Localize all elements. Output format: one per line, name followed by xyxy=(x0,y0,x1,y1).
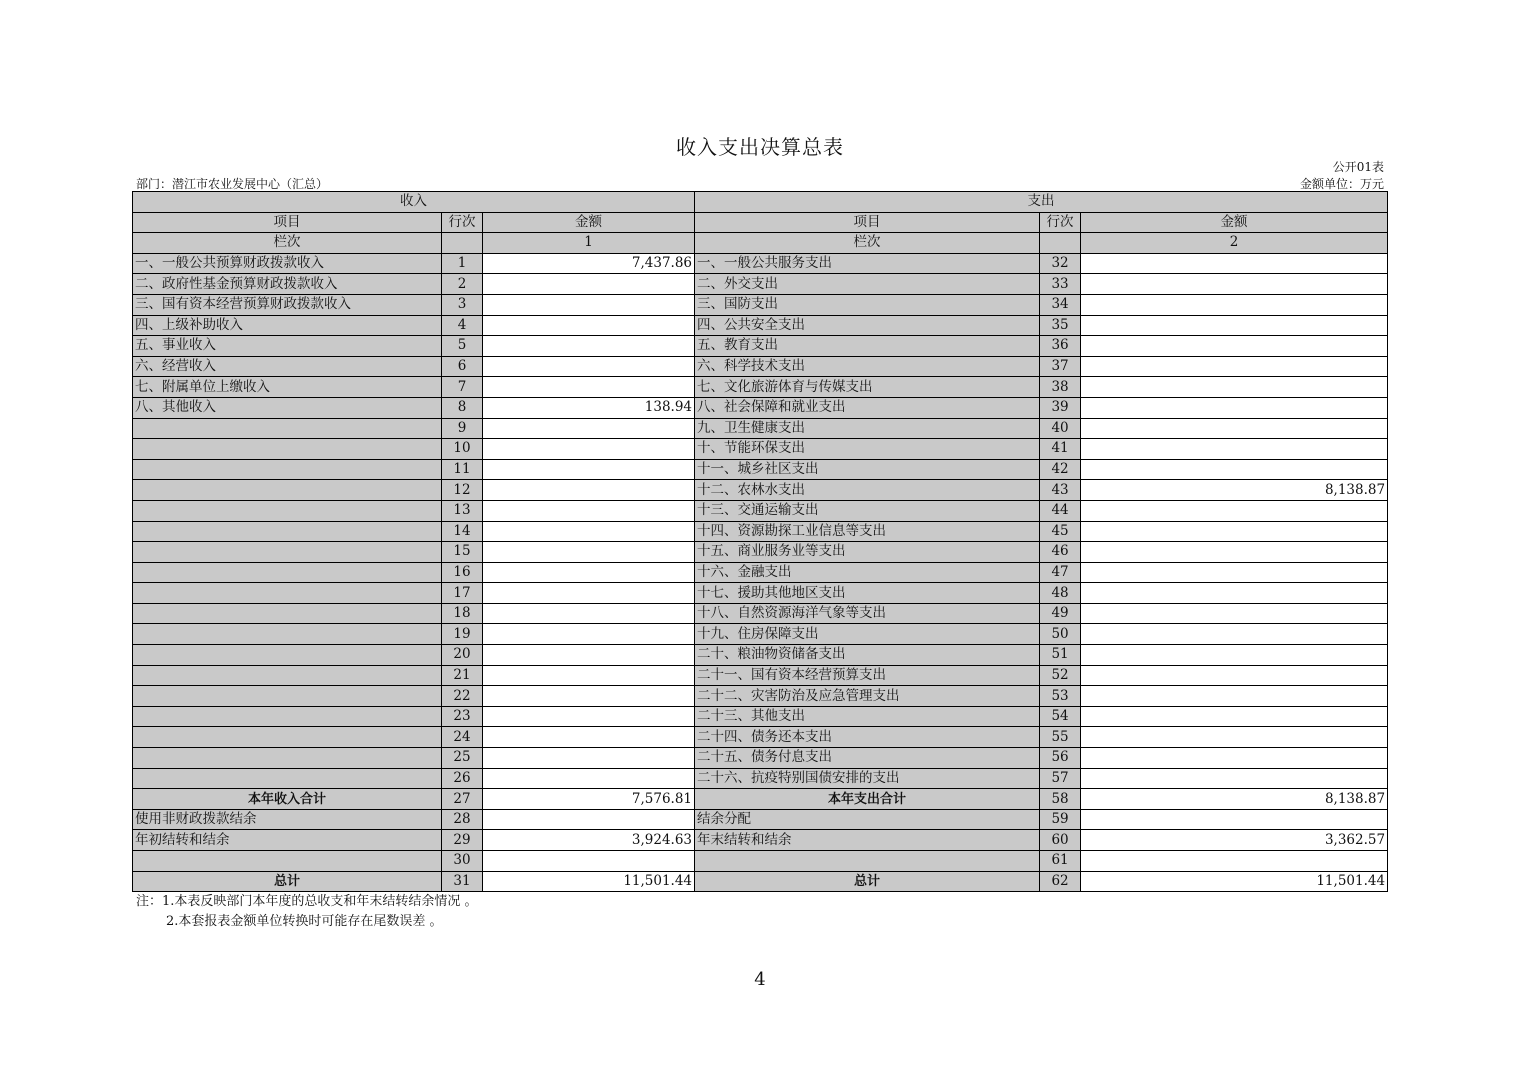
nonfiscal-line: 28 xyxy=(442,809,483,830)
income-line: 1 xyxy=(442,253,483,274)
expense-line: 35 xyxy=(1040,315,1081,336)
income-item xyxy=(133,768,442,789)
income-amount xyxy=(483,274,695,295)
income-item xyxy=(133,624,442,645)
expense-item: 三、国防支出 xyxy=(695,294,1040,315)
income-line: 18 xyxy=(442,603,483,624)
begin-balance-label: 年初结转和结余 xyxy=(133,830,442,851)
table-row xyxy=(133,542,1388,563)
column-header-row xyxy=(133,212,1388,233)
income-item: 六、经营收入 xyxy=(133,356,442,377)
expense-column-label: 栏次 xyxy=(695,233,1040,254)
year-expense-total-line: 58 xyxy=(1040,789,1081,810)
income-line: 11 xyxy=(442,459,483,480)
form-number: 公开01表 xyxy=(1332,160,1384,174)
table-row xyxy=(133,315,1388,336)
expense-line: 50 xyxy=(1040,624,1081,645)
expense-amount xyxy=(1081,727,1388,748)
income-amount xyxy=(483,562,695,583)
expense-line: 38 xyxy=(1040,377,1081,398)
expense-item: 二十四、债务还本支出 xyxy=(695,727,1040,748)
department-label: 部门：潜江市农业发展中心（汇总） xyxy=(136,177,329,191)
expense-item: 二十、粮油物资储备支出 xyxy=(695,645,1040,666)
income-line: 24 xyxy=(442,727,483,748)
expense-amount xyxy=(1081,294,1388,315)
page-number: 4 xyxy=(754,969,766,990)
expense-column-line-blank xyxy=(1040,233,1081,254)
table-row xyxy=(133,377,1388,398)
income-amount xyxy=(483,645,695,666)
income-line: 8 xyxy=(442,397,483,418)
end-balance-amount: 3,362.57 xyxy=(1081,830,1388,851)
income-line: 10 xyxy=(442,439,483,460)
expense-line: 57 xyxy=(1040,768,1081,789)
expense-item: 六、科学技术支出 xyxy=(695,356,1040,377)
table-row xyxy=(133,500,1388,521)
income-amount xyxy=(483,377,695,398)
income-item: 二、政府性基金预算财政拨款收入 xyxy=(133,274,442,295)
notes xyxy=(136,892,478,932)
expense-item: 二十五、债务付息支出 xyxy=(695,748,1040,769)
income-line: 23 xyxy=(442,706,483,727)
income-line: 25 xyxy=(442,748,483,769)
expense-amount xyxy=(1081,439,1388,460)
expense-item: 五、教育支出 xyxy=(695,336,1040,357)
expense-amount xyxy=(1081,706,1388,727)
income-amount xyxy=(483,706,695,727)
table-row xyxy=(133,336,1388,357)
expense-amount xyxy=(1081,377,1388,398)
expense-line: 52 xyxy=(1040,665,1081,686)
income-amount xyxy=(483,768,695,789)
expense-line: 48 xyxy=(1040,583,1081,604)
income-amount xyxy=(483,315,695,336)
expense-amount xyxy=(1081,542,1388,563)
grand-total-row xyxy=(133,871,1388,892)
year-expense-total-label: 本年支出合计 xyxy=(695,789,1040,810)
grand-total-left-line: 31 xyxy=(442,871,483,892)
income-item xyxy=(133,500,442,521)
end-balance-label: 年末结转和结余 xyxy=(695,830,1040,851)
expense-item: 十、节能环保支出 xyxy=(695,439,1040,460)
income-amount xyxy=(483,686,695,707)
expense-amount xyxy=(1081,459,1388,480)
table-row xyxy=(133,397,1388,418)
expense-item: 十三、交通运输支出 xyxy=(695,500,1040,521)
blank-left-amount xyxy=(483,851,695,872)
blank-right-line: 61 xyxy=(1040,851,1081,872)
table-row xyxy=(133,665,1388,686)
expense-amount xyxy=(1081,686,1388,707)
expense-item: 二十三、其他支出 xyxy=(695,706,1040,727)
column-number-row xyxy=(133,233,1388,254)
table-row xyxy=(133,706,1388,727)
table-row xyxy=(133,521,1388,542)
income-item: 八、其他收入 xyxy=(133,397,442,418)
expense-amount xyxy=(1081,583,1388,604)
expense-item: 十七、援助其他地区支出 xyxy=(695,583,1040,604)
expense-amount xyxy=(1081,336,1388,357)
income-expense-table xyxy=(132,191,1388,892)
blank-right-item xyxy=(695,851,1040,872)
expense-item: 二十一、国有资本经营预算支出 xyxy=(695,665,1040,686)
year-income-total-label: 本年收入合计 xyxy=(133,789,442,810)
year-total-row xyxy=(133,789,1388,810)
expense-item: 十一、城乡社区支出 xyxy=(695,459,1040,480)
income-item xyxy=(133,706,442,727)
income-item xyxy=(133,521,442,542)
amount-unit-label: 金额单位：万元 xyxy=(1299,177,1384,191)
income-amount xyxy=(483,439,695,460)
expense-item: 八、社会保障和就业支出 xyxy=(695,397,1040,418)
table-row xyxy=(133,624,1388,645)
year-income-total-line: 27 xyxy=(442,789,483,810)
income-section-header: 收入 xyxy=(133,192,695,213)
expense-item: 四、公共安全支出 xyxy=(695,315,1040,336)
expense-line: 51 xyxy=(1040,645,1081,666)
income-line: 4 xyxy=(442,315,483,336)
income-item xyxy=(133,748,442,769)
expense-amount xyxy=(1081,315,1388,336)
income-amount: 138.94 xyxy=(483,397,695,418)
expense-line: 40 xyxy=(1040,418,1081,439)
blank-row xyxy=(133,851,1388,872)
expense-line-header: 行次 xyxy=(1040,212,1081,233)
expense-item: 二十二、灾害防治及应急管理支出 xyxy=(695,686,1040,707)
expense-column-number: 2 xyxy=(1081,233,1388,254)
table-row xyxy=(133,603,1388,624)
expense-line: 41 xyxy=(1040,439,1081,460)
table-row xyxy=(133,274,1388,295)
table-row xyxy=(133,459,1388,480)
grand-total-left-amount: 11,501.44 xyxy=(483,871,695,892)
income-item xyxy=(133,583,442,604)
income-amount xyxy=(483,603,695,624)
grand-total-right-amount: 11,501.44 xyxy=(1081,871,1388,892)
expense-amount xyxy=(1081,665,1388,686)
income-line: 21 xyxy=(442,665,483,686)
income-item xyxy=(133,686,442,707)
income-item xyxy=(133,562,442,583)
expense-item: 九、卫生健康支出 xyxy=(695,418,1040,439)
income-amount xyxy=(483,542,695,563)
income-line: 13 xyxy=(442,500,483,521)
income-line: 5 xyxy=(442,336,483,357)
expense-line: 45 xyxy=(1040,521,1081,542)
expense-line: 39 xyxy=(1040,397,1081,418)
income-column-line-blank xyxy=(442,233,483,254)
expense-amount xyxy=(1081,356,1388,377)
expense-item: 一、一般公共服务支出 xyxy=(695,253,1040,274)
income-line-header: 行次 xyxy=(442,212,483,233)
income-item xyxy=(133,727,442,748)
begin-balance-line: 29 xyxy=(442,830,483,851)
expense-item: 十六、金融支出 xyxy=(695,562,1040,583)
income-line: 9 xyxy=(442,418,483,439)
income-item xyxy=(133,480,442,501)
income-amount: 7,437.86 xyxy=(483,253,695,274)
grand-total-right-line: 62 xyxy=(1040,871,1081,892)
income-item: 七、附属单位上缴收入 xyxy=(133,377,442,398)
table-row xyxy=(133,253,1388,274)
table-row xyxy=(133,294,1388,315)
expense-amount xyxy=(1081,768,1388,789)
income-line: 17 xyxy=(442,583,483,604)
expense-amount xyxy=(1081,562,1388,583)
income-amount xyxy=(483,727,695,748)
income-item xyxy=(133,665,442,686)
income-item xyxy=(133,459,442,480)
income-item: 四、上级补助收入 xyxy=(133,315,442,336)
income-item: 一、一般公共预算财政拨款收入 xyxy=(133,253,442,274)
begin-balance-amount: 3,924.63 xyxy=(483,830,695,851)
nonfiscal-label: 使用非财政拨款结余 xyxy=(133,809,442,830)
nonfiscal-amount xyxy=(483,809,695,830)
income-item xyxy=(133,418,442,439)
income-item xyxy=(133,542,442,563)
blank-left-line: 30 xyxy=(442,851,483,872)
income-amount xyxy=(483,583,695,604)
income-amount-header: 金额 xyxy=(483,212,695,233)
income-line: 6 xyxy=(442,356,483,377)
grand-total-left-label: 总计 xyxy=(133,871,442,892)
expense-amount xyxy=(1081,418,1388,439)
table-row xyxy=(133,727,1388,748)
income-line: 15 xyxy=(442,542,483,563)
income-line: 7 xyxy=(442,377,483,398)
expense-line: 36 xyxy=(1040,336,1081,357)
income-line: 12 xyxy=(442,480,483,501)
expense-line: 55 xyxy=(1040,727,1081,748)
expense-item: 十五、商业服务业等支出 xyxy=(695,542,1040,563)
table-row xyxy=(133,418,1388,439)
table-row xyxy=(133,562,1388,583)
income-item xyxy=(133,645,442,666)
distribution-label: 结余分配 xyxy=(695,809,1040,830)
table-row xyxy=(133,439,1388,460)
table-row xyxy=(133,748,1388,769)
expense-item: 十四、资源勘探工业信息等支出 xyxy=(695,521,1040,542)
distribution-line: 59 xyxy=(1040,809,1081,830)
expense-line: 46 xyxy=(1040,542,1081,563)
blank-right-amount xyxy=(1081,851,1388,872)
income-line: 20 xyxy=(442,645,483,666)
expense-line: 37 xyxy=(1040,356,1081,377)
blank-left-item xyxy=(133,851,442,872)
expense-amount-header: 金额 xyxy=(1081,212,1388,233)
income-amount xyxy=(483,624,695,645)
expense-amount xyxy=(1081,748,1388,769)
expense-amount: 8,138.87 xyxy=(1081,480,1388,501)
note-1: 注：1.本表反映部门本年度的总收支和年末结转结余情况 。 xyxy=(136,894,478,909)
expense-line: 44 xyxy=(1040,500,1081,521)
carryover-row xyxy=(133,830,1388,851)
income-line: 26 xyxy=(442,768,483,789)
expense-amount xyxy=(1081,645,1388,666)
income-amount xyxy=(483,356,695,377)
expense-line: 34 xyxy=(1040,294,1081,315)
expense-item-header: 项目 xyxy=(695,212,1040,233)
income-line: 19 xyxy=(442,624,483,645)
income-line: 22 xyxy=(442,686,483,707)
expense-line: 33 xyxy=(1040,274,1081,295)
income-item xyxy=(133,439,442,460)
income-line: 2 xyxy=(442,274,483,295)
grand-total-right-label: 总计 xyxy=(695,871,1040,892)
expense-amount xyxy=(1081,521,1388,542)
expense-line: 54 xyxy=(1040,706,1081,727)
expense-item: 二、外交支出 xyxy=(695,274,1040,295)
income-line: 14 xyxy=(442,521,483,542)
income-amount xyxy=(483,459,695,480)
income-amount xyxy=(483,336,695,357)
expense-line: 56 xyxy=(1040,748,1081,769)
expense-line: 43 xyxy=(1040,480,1081,501)
income-amount xyxy=(483,665,695,686)
income-amount xyxy=(483,748,695,769)
table-row xyxy=(133,645,1388,666)
expense-line: 32 xyxy=(1040,253,1081,274)
expense-section-header: 支出 xyxy=(695,192,1388,213)
income-line: 3 xyxy=(442,294,483,315)
expense-amount xyxy=(1081,624,1388,645)
income-amount xyxy=(483,500,695,521)
nonfiscal-row xyxy=(133,809,1388,830)
expense-amount xyxy=(1081,603,1388,624)
year-expense-total-amount: 8,138.87 xyxy=(1081,789,1388,810)
expense-item: 十九、住房保障支出 xyxy=(695,624,1040,645)
table-row xyxy=(133,356,1388,377)
expense-item: 二十六、抗疫特别国债安排的支出 xyxy=(695,768,1040,789)
expense-line: 47 xyxy=(1040,562,1081,583)
table-row xyxy=(133,768,1388,789)
expense-item: 十二、农林水支出 xyxy=(695,480,1040,501)
expense-amount xyxy=(1081,253,1388,274)
distribution-amount xyxy=(1081,809,1388,830)
expense-item: 七、文化旅游体育与传媒支出 xyxy=(695,377,1040,398)
end-balance-line: 60 xyxy=(1040,830,1081,851)
expense-item: 十八、自然资源海洋气象等支出 xyxy=(695,603,1040,624)
income-amount xyxy=(483,521,695,542)
income-item-header: 项目 xyxy=(133,212,442,233)
section-header-row xyxy=(133,192,1388,213)
expense-line: 49 xyxy=(1040,603,1081,624)
income-item xyxy=(133,603,442,624)
income-line: 16 xyxy=(442,562,483,583)
page-title: 收入支出决算总表 xyxy=(676,135,844,159)
expense-amount xyxy=(1081,274,1388,295)
income-item: 三、国有资本经营预算财政拨款收入 xyxy=(133,294,442,315)
expense-amount xyxy=(1081,500,1388,521)
expense-line: 53 xyxy=(1040,686,1081,707)
income-item: 五、事业收入 xyxy=(133,336,442,357)
expense-line: 42 xyxy=(1040,459,1081,480)
note-2: 2.本套报表金额单位转换时可能存在尾数误差 。 xyxy=(166,914,443,929)
expense-amount xyxy=(1081,397,1388,418)
income-amount xyxy=(483,418,695,439)
table-row xyxy=(133,583,1388,604)
income-column-number: 1 xyxy=(483,233,695,254)
table-row xyxy=(133,686,1388,707)
income-amount xyxy=(483,480,695,501)
year-income-total-amount: 7,576.81 xyxy=(483,789,695,810)
table-row xyxy=(133,480,1388,501)
income-amount xyxy=(483,294,695,315)
income-column-label: 栏次 xyxy=(133,233,442,254)
